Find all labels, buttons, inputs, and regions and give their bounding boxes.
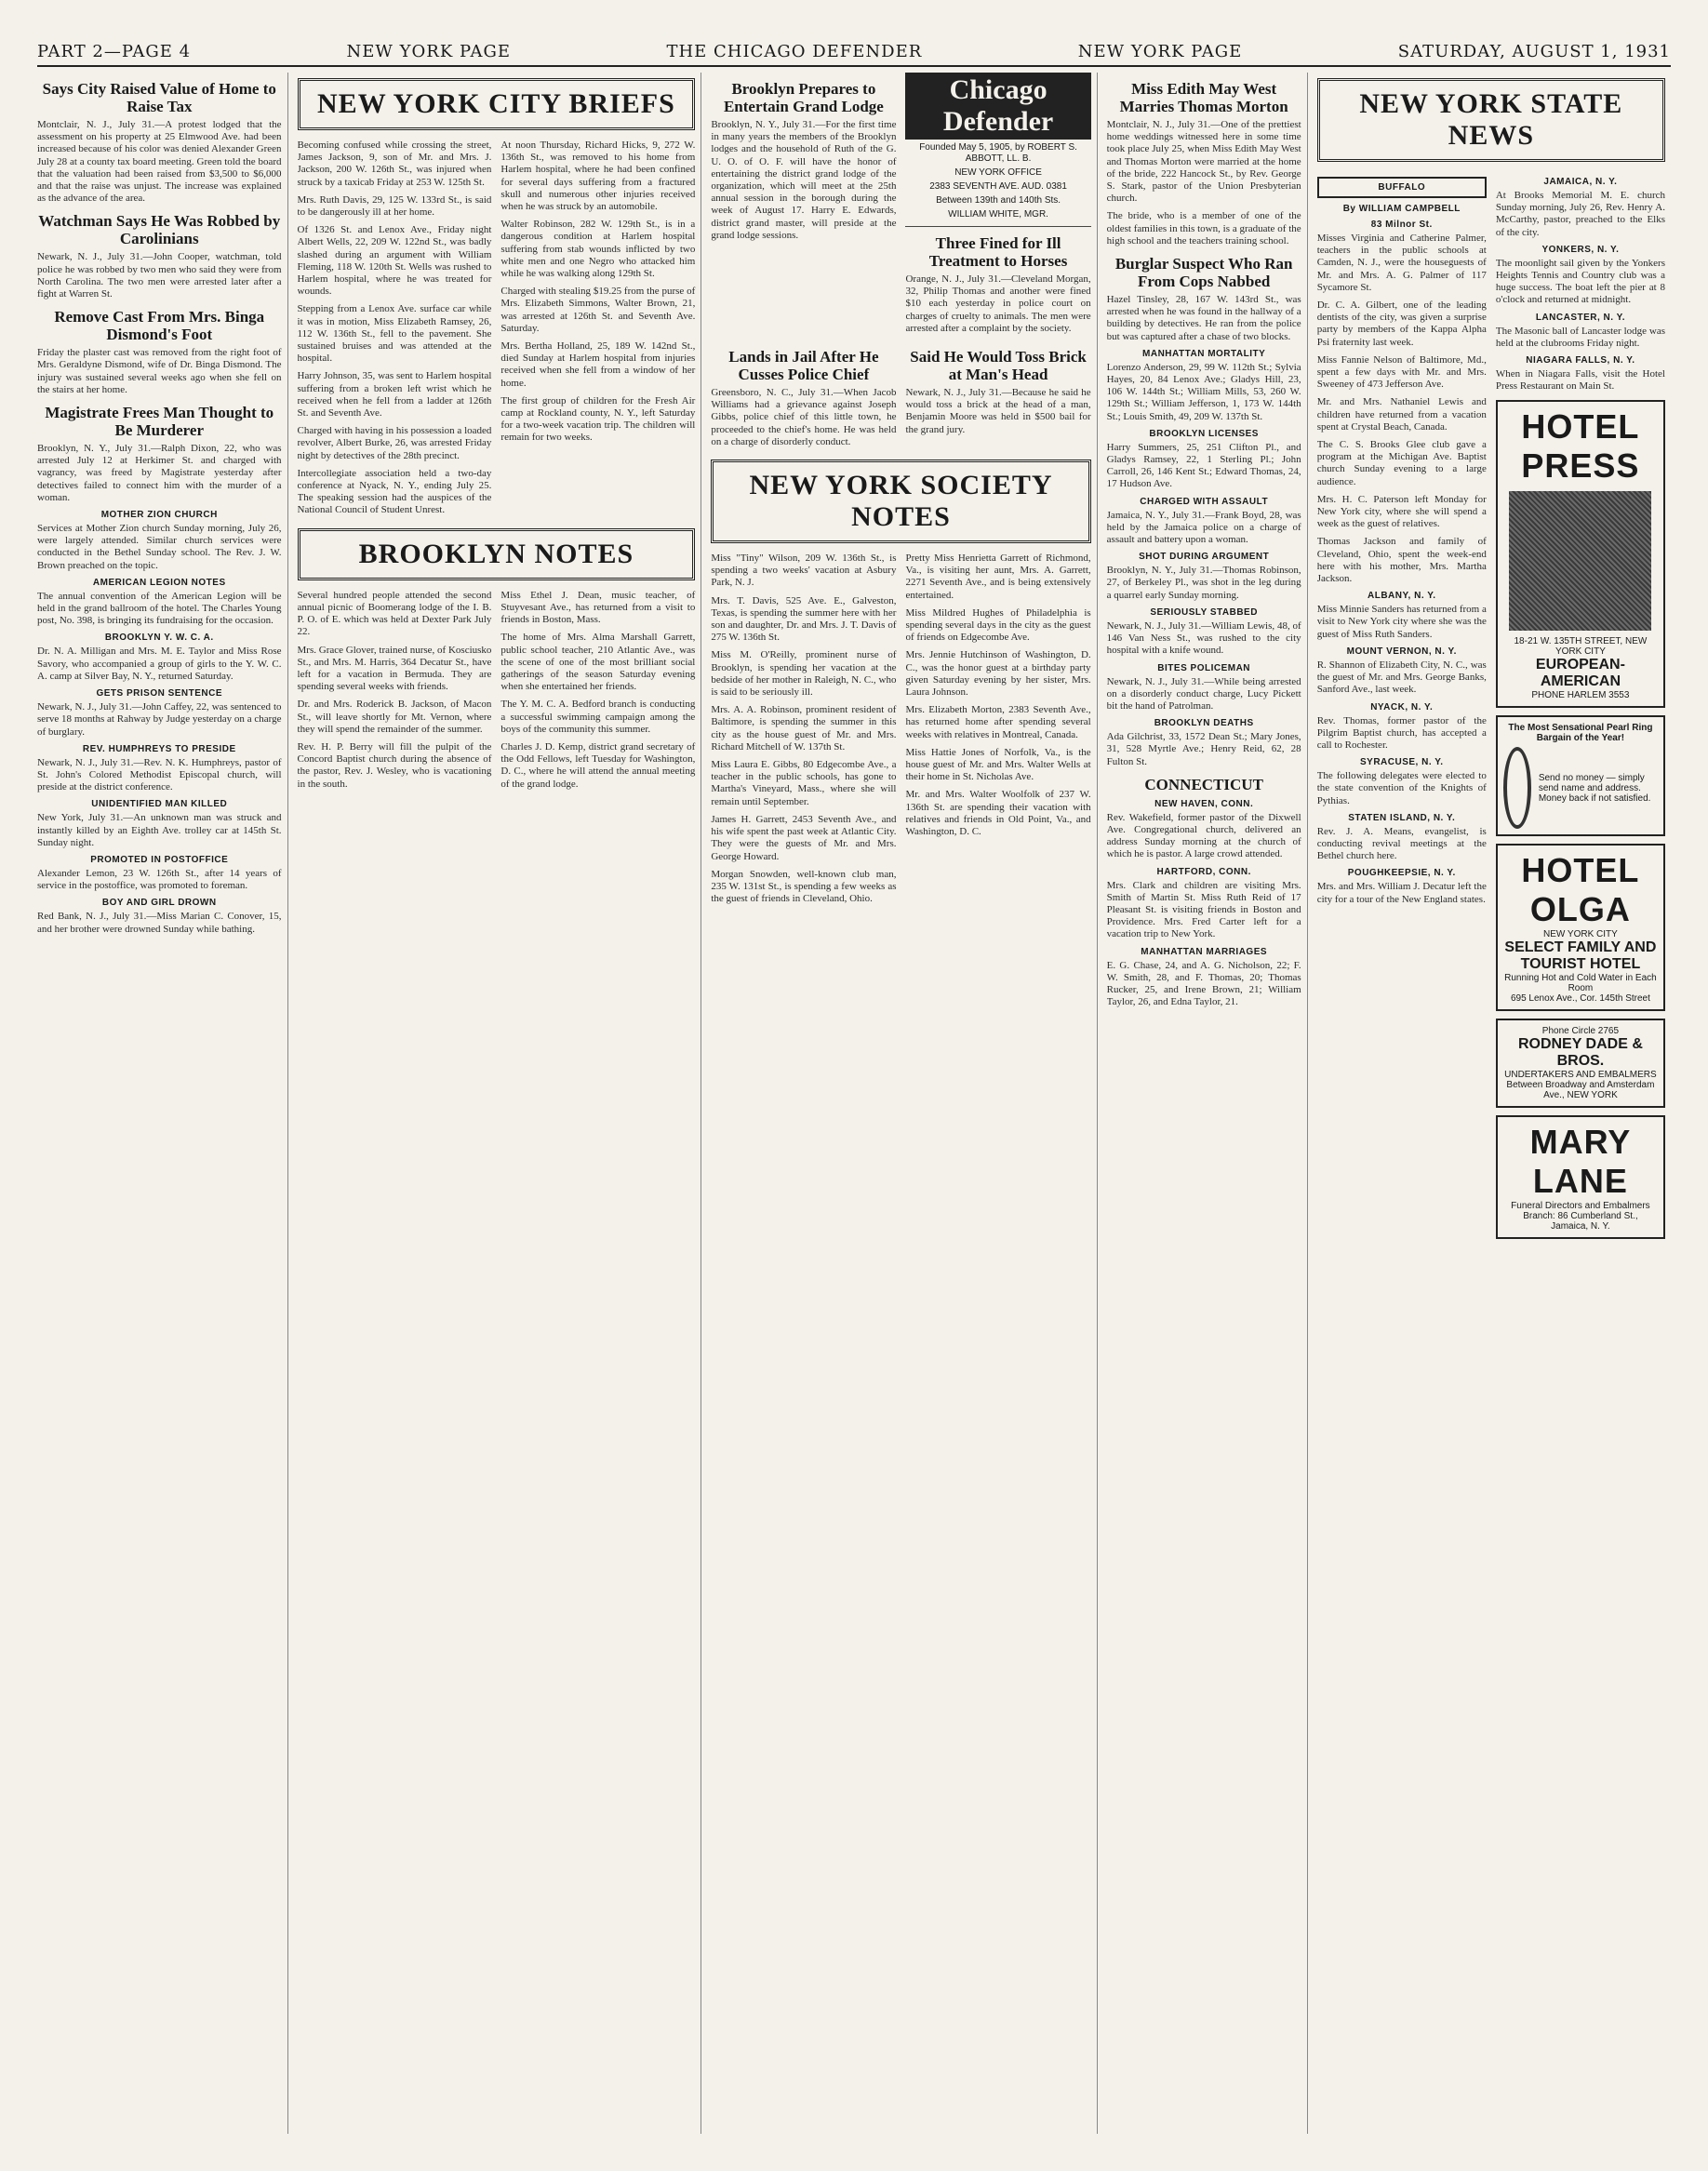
article-body: Rev. Thomas, former pastor of the Pilgrim Baptist church, has accepted a call to Rochester. bbox=[1316, 714, 1487, 751]
subhead: STATEN ISLAND, N. Y. bbox=[1348, 812, 1456, 823]
headline: Burglar Suspect Who Ran From Cops Nabbed bbox=[1114, 255, 1293, 291]
article-body: The home of Mrs. Alma Marshall Garrett, public school teacher, 210 Atlantic Ave., was the scene of one of the most brilliant social gatherings of the season Saturday evening when she entertained her friends. bbox=[500, 632, 696, 693]
article-body: Jamaica, N. Y., July 31.—Frank Boyd, 28, was held by the Jamaica police on a charge of assault and battery upon a woman. bbox=[1106, 509, 1301, 546]
article-body: Several hundred people attended the second annual picnic of Boomerang lodge of the I. B. P. O. of E. which was held at Dexter Park July 22. bbox=[297, 589, 492, 638]
article-body: Charged with stealing $19.25 from the purse of Mrs. Elizabeth Simmons, Walter Brown, 21, was arrested at 126th St. and Seventh Ave. Saturday. bbox=[500, 286, 696, 334]
article-body: Ada Gilchrist, 33, 1572 Dean St.; Mary Jones, 31, 528 Myrtle Ave.; Henry Reid, 62, 28 Fulton St. bbox=[1106, 731, 1301, 767]
article-body: When in Niagara Falls, visit the Hotel Press Restaurant on Main St. bbox=[1495, 368, 1665, 393]
column-2 bbox=[298, 73, 702, 2134]
state-news-body bbox=[1317, 171, 1665, 1246]
article-body: Charged with having in his possession a loaded revolver, Albert Burke, 26, was arrested Friday night by detectives of the 28th precinct. bbox=[297, 425, 492, 461]
subhead: POUGHKEEPSIE, N. Y. bbox=[1347, 868, 1456, 879]
article-body: Mrs. Jennie Hutchinson of Washington, D. C., was the honor guest at a birthday party given Saturday evening by her sister, Mrs. Laura Johnson. bbox=[905, 649, 1091, 699]
article-body: The moonlight sail given by the Yonkers Heights Tennis and Country club was a huge success. The boat left the pier at 8 o'clock and returned at midnight. bbox=[1495, 257, 1665, 306]
article-body: Rev. J. A. Means, evangelist, is conducting revival meetings at the Bethel church here. bbox=[1316, 825, 1487, 862]
article-body: Mrs. Ruth Davis, 29, 125 W. 133rd St., is said to be dangerously ill at her home. bbox=[297, 193, 492, 219]
article-body: Thomas Jackson and family of Cleveland, Ohio, spent the week-end here with his mother, Mrs. Martha Jackson. bbox=[1316, 536, 1487, 585]
subhead: LANCASTER, N. Y. bbox=[1535, 312, 1625, 323]
ad-line: 18-21 W. 135TH STREET, NEW YORK CITY bbox=[1514, 636, 1648, 658]
article-body: E. G. Chase, 24, and A. G. Nicholson, 22; F. W. Smith, 28, and F. Thomas, 20; Thomas Rucker, 25, and Irene Brown, 21; William Taylor, 26, and Edna Taylor, 21. bbox=[1106, 959, 1301, 1008]
article-body: Brooklyn, N. Y., July 31.—Ralph Dixon, 22, who was arrested July 12 at Herkimer St. and charged with vagrancy, was freed by Magistrate yesterday after detectives failed to connect him with the murder of a woman. bbox=[37, 443, 282, 503]
headline: Says City Raised Value of Home to Raise Tax bbox=[42, 80, 276, 115]
article-body: Morgan Snowden, well-known club man, 235 W. 131st St., is spending a few weeks as the guest of friends in Cleveland, Ohio. bbox=[711, 868, 897, 905]
column-4 bbox=[1107, 73, 1308, 2134]
hotel-olga-ad bbox=[1496, 844, 1665, 1011]
section-title: NEW YORK SOCIETY NOTES bbox=[711, 460, 1090, 543]
article-body: Red Bank, N. J., July 31.—Miss Marian C. Conover, 15, and her brother were drowned Sunday while bathing. bbox=[37, 911, 282, 935]
article-body: Mrs. Bertha Holland, 25, 189 W. 142nd St., died Sunday at Harlem hospital from injuries received when she fell from a window of her home. bbox=[500, 340, 696, 389]
pearl-ring-ad bbox=[1496, 715, 1665, 836]
article-body: Newark, N. J., July 31.—John Caffey, 22, was sentenced to serve 18 months at Rahway by Judge yesterday on a charge of burglary. bbox=[37, 701, 282, 738]
article-body: Intercollegiate association held a two-day conference at Nyack, N. Y., ending July 25. The speaking session had the auspices of the National Council of Student Unrest. bbox=[297, 467, 492, 516]
article-body: Mr. and Mrs. Walter Woolfolk of 237 W. 136th St. are spending their vacation with relatives and friends in Old Point, Va., and Washington, D. C. bbox=[905, 789, 1091, 838]
article-body: Miss Mildred Hughes of Philadelphia is spending several days in the city as the guest of friends on Edgecombe Ave. bbox=[905, 606, 1091, 644]
article-body: R. Shannon of Elizabeth City, N. C., was the guest of Mr. and Mrs. George Banks, Sanford Ave., last week. bbox=[1316, 659, 1487, 696]
subhead: MANHATTAN MARRIAGES bbox=[1141, 946, 1268, 957]
subhead: BROOKLYN LICENSES bbox=[1149, 428, 1259, 439]
article-body: Montclair, N. J., July 31.—One of the prettiest home weddings witnessed here in some time took place July 25, when Miss Edith May West and Thomas Morton were married at the home of the bride, 222 Hancock St., by Rev. George S. Stark, pastor of the Union Presbyterian church. bbox=[1106, 119, 1301, 205]
ad-title: HOTEL OLGA bbox=[1521, 851, 1640, 929]
city-box: BUFFALO bbox=[1317, 177, 1487, 198]
article-body: New York, July 31.—An unknown man was struck and instantly killed by an Eighth Ave. trolley car at 145th St. Sunday night. bbox=[37, 812, 282, 848]
article-body: Mrs. Grace Glover, trained nurse, of Kosciusko St., and Mrs. M. Harris, 364 Decatur St., have left for a vacation in Bermuda. They are spending several weeks with friends. bbox=[297, 644, 492, 693]
subhead: NIAGARA FALLS, N. Y. bbox=[1526, 355, 1635, 366]
subhead: MOUNT VERNON, N. Y. bbox=[1346, 646, 1457, 657]
headline: Remove Cast From Mrs. Binga Dismond's Foot bbox=[54, 308, 265, 344]
masthead bbox=[905, 73, 1090, 227]
article-body: Harry Summers, 25, 251 Clifton Pl., and Gladys Ramsey, 22, 1 Sterling Pl.; John Carroll, 26, 146 Kent St.; Edward Thomas, 24, 17 Hudson Ave. bbox=[1106, 441, 1301, 490]
subhead: JAMAICA, N. Y. bbox=[1543, 177, 1618, 187]
article-body: Mr. and Mrs. Nathaniel Lewis and children have returned from a vacation spent at Crystal Beach, Canada. bbox=[1316, 396, 1487, 433]
ad-line: Send no money — simply send name and address. Money back if not satisfied. bbox=[1538, 772, 1651, 804]
article-body: Miss Hattie Jones of Norfolk, Va., is the house guest of Mr. and Mrs. Walter Wells at their home in St. Nicholas Ave. bbox=[905, 746, 1091, 783]
ring-row bbox=[1503, 747, 1658, 829]
top-split bbox=[711, 73, 1090, 340]
ad-line: Branch: 86 Cumberland St., Jamaica, N. Y. bbox=[1523, 1211, 1638, 1232]
ad-line: EUROPEAN-AMERICAN bbox=[1535, 657, 1625, 690]
subhead: UNIDENTIFIED MAN KILLED bbox=[91, 799, 228, 810]
subhead: ALBANY, N. Y. bbox=[1367, 591, 1436, 602]
subhead: YONKERS, N. Y. bbox=[1541, 244, 1620, 255]
article-body: Miss Minnie Sanders has returned from a visit to New York city where she was the guest of Miss Ruth Sanders. bbox=[1316, 604, 1487, 640]
ad-line: Funeral Directors and Embalmers bbox=[1511, 1201, 1650, 1212]
article-body: Orange, N. J., July 31.—Cleveland Morgan, 32, Philip Thomas and another were fined $10 each yesterday in police court on charges of cruelty to animals. The men were arrested after a complaint by the society. bbox=[905, 273, 1091, 334]
ad-line: SELECT FAMILY AND TOURIST HOTEL bbox=[1504, 939, 1657, 973]
headline: CONNECTICUT bbox=[1144, 775, 1263, 793]
article-body: Mrs. A. A. Robinson, prominent resident of Baltimore, is spending the summer in this city as the house guest of Mr. and Mrs. Richard Mitchell of W. 137th St. bbox=[711, 704, 897, 753]
masthead-line: Between 139th and 140th Sts. bbox=[936, 195, 1061, 206]
article-body: Walter Robinson, 282 W. 129th St., is in a dangerous condition at Harlem hospital suffering from stab wounds inflicted by two white men and one Negro who attacked him while he was walking along 129th St. bbox=[500, 219, 696, 280]
mid-split bbox=[711, 340, 1090, 454]
article-body: The Y. M. C. A. Bedford branch is conducting a successful swimming campaign among the boys of the community this summer. bbox=[500, 699, 696, 735]
section-title: NEW YORK STATE NEWS bbox=[1317, 78, 1665, 162]
subhead: CHARGED WITH ASSAULT bbox=[1140, 496, 1269, 507]
article-body: The Masonic ball of Lancaster lodge was held at the clubrooms Friday night. bbox=[1495, 325, 1665, 349]
article-body: Hazel Tinsley, 28, 167 W. 143rd St., was arrested when he was found in the hallway of a building by detectives. He ran from the police but was captured after a chase of two blocks. bbox=[1106, 294, 1301, 342]
subhead: GETS PRISON SENTENCE bbox=[96, 688, 223, 699]
headline: Three Fined for Ill Treatment to Horses bbox=[928, 234, 1068, 270]
article-body: The following delegates were elected to the state convention of the Knights of Pythias. bbox=[1316, 770, 1487, 806]
column-1 bbox=[37, 73, 288, 2134]
subhead: AMERICAN LEGION NOTES bbox=[92, 577, 226, 588]
article-body: The annual convention of the American Legion will be held in the grand ballroom of the hotel. The Charles Young post, No. 398, is bringing its fundraising for the occasion. bbox=[37, 590, 282, 627]
briefs-body bbox=[298, 140, 696, 523]
article-body: Dr. C. A. Gilbert, one of the leading dentists of the city, was given a surprise party by members of the Kappa Alpha Psi fraternity last week. bbox=[1316, 300, 1487, 348]
article-body: Dr. N. A. Milligan and Mrs. M. E. Taylor and Miss Rose Savory, who accompanied a group of girls to the Y. W. C. A. camp at Silver Bay, N. Y., returned Saturday. bbox=[37, 646, 282, 682]
hotel-press-ad bbox=[1496, 400, 1665, 708]
article-body: Rev. H. P. Berry will fill the pulpit of the Concord Baptist church during the absence of the pastor, Rev. J. Wesley, who is vacationing in the south. bbox=[297, 740, 492, 790]
article-body: Montclair, N. J., July 31.—A protest lodged that the assessment on his property at 25 Elmwood Ave. had been increased because of his color was denied Alexander Green July 28 at a county tax board meeting. Green told the board that the valuation had been raised from $3,500 to $6,000 and that the raise was unjust. The increase was explained as the advance of the area. bbox=[37, 119, 282, 205]
article-body: Rev. Wakefield, former pastor of the Dixwell Ave. Congregational church, delivered an address Sunday morning at the church of which he is pastor. A large crowd attended. bbox=[1106, 811, 1301, 860]
section-title: NEW YORK CITY BRIEFS bbox=[298, 78, 696, 130]
article-body: Miss Laura E. Gibbs, 80 Edgecombe Ave., a teacher in the public schools, has gone to Martha's Vineyard, Mass., where she will remain until September. bbox=[711, 759, 897, 807]
mary-lane-ad bbox=[1496, 1115, 1665, 1239]
ad-title: The Most Sensational Pearl Ring Bargain of the Year! bbox=[1508, 723, 1653, 744]
brooklyn-body bbox=[298, 590, 696, 796]
ad-title: RODNEY DADE & BROS. bbox=[1517, 1036, 1643, 1070]
ad-line: NEW YORK CITY bbox=[1543, 929, 1618, 940]
article-body: Becoming confused while crossing the street, James Jackson, 9, son of Mr. and Mrs. J. Jackson, 200 W. 126th St., was injured when struck by a taxicab Friday at 253 W. 125th St. bbox=[297, 140, 492, 188]
masthead-line: NEW YORK OFFICE bbox=[954, 167, 1042, 178]
subhead: HARTFORD, CONN. bbox=[1156, 866, 1251, 877]
newspaper-name: THE CHICAGO DEFENDER bbox=[666, 41, 923, 61]
subhead: NYACK, N. Y. bbox=[1370, 701, 1434, 713]
subhead: REV. HUMPHREYS TO PRESIDE bbox=[82, 743, 236, 754]
ad-title: MARY LANE bbox=[1529, 1123, 1632, 1201]
column-3 bbox=[711, 73, 1097, 2134]
article-body: Newark, N. J., July 31.—Rev. N. K. Humphreys, pastor of St. John's Colored Methodist Episcopal church, will preside at the district conference. bbox=[37, 756, 282, 793]
article-body: Newark, N. J., July 31.—William Lewis, 48, of 146 Van Ness St., was rushed to the city hospital with a knife wound. bbox=[1106, 619, 1301, 657]
article-body: Stepping from a Lenox Ave. surface car while it was in motion, Miss Elizabeth Ramsey, 26, 112 W. 136th St., fell to the pavement. She sustained bruises and was attended at the hospital. bbox=[297, 303, 492, 365]
society-body bbox=[711, 553, 1090, 911]
article-body: Misses Virginia and Catherine Palmer, teachers in the public schools at Camden, N. J., were the houseguests of Mr. and Mrs. A. G. Palmer of 117 Sycamore St. bbox=[1316, 233, 1487, 293]
masthead-logo: Chicago Defender bbox=[905, 73, 1090, 140]
article-body: James H. Garrett, 2453 Seventh Ave., and his wife spent the past week at Atlantic City. They were the guests of Mr. and Mrs. George Howard. bbox=[711, 813, 897, 862]
subhead: SYRACUSE, N. Y. bbox=[1359, 757, 1444, 768]
headline: Watchman Says He Was Robbed by Carolinians bbox=[38, 212, 281, 248]
article-body: The first group of children for the Fresh Air camp at Rockland county, N. Y., left Saturday for a two-week vacation trip. The children will remain for two weeks. bbox=[500, 394, 696, 444]
subhead: BITES POLICEMAN bbox=[1157, 662, 1251, 673]
headline: Magistrate Frees Man Thought to Be Murderer bbox=[45, 404, 274, 440]
ring-icon bbox=[1503, 747, 1531, 829]
article-body: Greensboro, N. C., July 31.—When Jacob Williams had a grievance against Joseph Gibbs, police chief of this little town, he proceeded to the chief's home. He was held on a charge of disorderly conduct. bbox=[711, 387, 897, 447]
section-label-left: NEW YORK PAGE bbox=[346, 41, 511, 61]
ad-line: Phone Circle 2765 bbox=[1541, 1026, 1620, 1037]
subhead: SHOT DURING ARGUMENT bbox=[1139, 552, 1270, 563]
article-body: Services at Mother Zion church Sunday morning, July 26, were largely attended. Similar church services were conducted in the Bethel Sunday school. The Rev. J. W. Brown preached on the topic. bbox=[37, 523, 282, 571]
article-body: Miss Ethel J. Dean, music teacher, of Stuyvesant Ave., has returned from a visit to friends in Boston, Mass. bbox=[500, 589, 696, 626]
headline: Brooklyn Prepares to Entertain Grand Lodge bbox=[723, 80, 884, 115]
subhead: BROOKLYN DEATHS bbox=[1154, 718, 1254, 729]
article-body: Mrs. Elizabeth Morton, 2383 Seventh Ave., has returned home after spending several weeks with relatives in Montreal, Canada. bbox=[905, 704, 1091, 740]
article-body: Brooklyn, N. Y., July 31.—For the first time in many years the members of the Brooklyn lodges and the household of Ruth of the G. U. O. of O. F. will have the honor of entertaining the district grand lodge of the organization, which will meet at the 25th annual session in the borough during the week of August 17. Harry E. Edwards, district grand master, will preside at the grand lodge sessions. bbox=[711, 119, 897, 241]
subhead: PROMOTED IN POSTOFFICE bbox=[90, 854, 229, 865]
subhead: NEW HAVEN, CONN. bbox=[1154, 798, 1254, 809]
article-body: Lorenzo Anderson, 29, 99 W. 112th St.; Sylvia Hayes, 20, 84 Lenox Ave.; Gladys Hill, 23, 106 W. 144th St.; William Mills, 53, 260 W. 129th St.; William Jefferson, 1, 173 W. 144th St.; Louis Smith, 49, 209 W. 137th St. bbox=[1106, 361, 1301, 422]
article-body: Brooklyn, N. Y., July 31.—Thomas Robinson, 27, of Berkeley Pl., was shot in the leg during a quarrel early Sunday morning. bbox=[1106, 565, 1301, 601]
article-body: Mrs. H. C. Paterson left Monday for New York city, where she will spend a week as the guest of relatives. bbox=[1316, 493, 1487, 530]
article-body: Miss Fannie Nelson of Baltimore, Md., spent a few days with Mr. and Mrs. Sweeney of 473 Jefferson Ave. bbox=[1316, 353, 1487, 391]
article-body: Pretty Miss Henrietta Garrett of Richmond, Va., is visiting her aunt, Mrs. A. Garrett, 2271 Seventh Ave., and is being extensively entertained. bbox=[905, 553, 1091, 601]
section-label-right: NEW YORK PAGE bbox=[1077, 41, 1243, 61]
article-body: Mrs. Clark and children are visiting Mrs. Smith of Martin St. Miss Ruth Reid of 17 Pleasant St. is visiting friends in Boston and Providence. Mrs. Fred Carter left for a vacation trip to New York. bbox=[1106, 879, 1301, 940]
article-body: At noon Thursday, Richard Hicks, 9, 272 W. 136th St., was removed to his home from Harlem hospital, where he had been confined for several days suffering from a fractured skull and numerous other injuries received when he was struck by an automobile. bbox=[500, 140, 696, 213]
article-body: Charles J. D. Kemp, district grand secretary of the Odd Fellows, left Tuesday for Washington, D. C., where he will attend the annual meeting of the grand lodge. bbox=[500, 740, 696, 790]
page-number: PART 2—PAGE 4 bbox=[37, 41, 192, 61]
article-body: Newark, N. J., July 31.—Because he said he would toss a brick at the head of a man, Benjamin Moore was held in $500 bail for the grand jury. bbox=[905, 387, 1091, 435]
subhead: MANHATTAN MORTALITY bbox=[1142, 348, 1266, 359]
columns bbox=[37, 73, 1671, 2134]
hotel-photo bbox=[1509, 491, 1651, 631]
headline: Lands in Jail After He Cusses Police Chief bbox=[728, 348, 879, 384]
article-body: At Brooks Memorial M. E. church Sunday morning, July 26, Rev. Henry A. McCarthy, pastor, preached to the Elks of the city. bbox=[1495, 190, 1665, 238]
column-5 bbox=[1317, 73, 1671, 2134]
rodney-dade-ad bbox=[1496, 1019, 1665, 1108]
article-body: The C. S. Brooks Glee club gave a program at the Michigan Ave. Baptist church Sunday evening to a large audience. bbox=[1316, 439, 1487, 487]
running-header bbox=[37, 37, 1671, 67]
issue-date: SATURDAY, AUGUST 1, 1931 bbox=[1397, 41, 1671, 61]
ad-line: 695 Lenox Ave., Cor. 145th Street bbox=[1510, 993, 1650, 1005]
article-body: Dr. and Mrs. Roderick B. Jackson, of Macon St., will leave shortly for Mt. Vernon, where they will spend the remainder of the summer. bbox=[297, 699, 492, 735]
article-body: Miss M. O'Reilly, prominent nurse of Brooklyn, is spending her vacation at the bedside of her mother in Raleigh, N. C., who is said to be seriously ill. bbox=[711, 649, 897, 699]
article-body: Mrs. T. Davis, 525 Ave. E., Galveston, Texas, is spending the summer here with her son and daughter, Dr. and Mrs. J. T. Davis of 275 W. 136th St. bbox=[711, 594, 897, 644]
masthead-line: Founded May 5, 1905, by ROBERT S. ABBOTT, LL. B. bbox=[919, 142, 1077, 164]
article-body: Of 1326 St. and Lenox Ave., Friday night Albert Wells, 22, 209 W. 122nd St., was badly slashed during an argument with William Fleming, 118 W. 120th St. Wells was rushed to Harlem hospital, where he was treated for wounds. bbox=[297, 224, 492, 298]
article-body: Friday the plaster cast was removed from the right foot of Mrs. Geraldyne Dismond, wife of Dr. Binga Dismond. The injury was sustained several weeks ago when she fell on the stairs at her home. bbox=[37, 347, 282, 395]
masthead-line: WILLIAM WHITE, MGR. bbox=[948, 209, 1048, 220]
ad-line: PHONE HARLEM 3553 bbox=[1531, 690, 1630, 701]
subhead: MOTHER ZION CHURCH bbox=[100, 510, 218, 521]
subhead: BOY AND GIRL DROWN bbox=[101, 898, 217, 909]
ad-title: HOTEL PRESS bbox=[1521, 407, 1640, 486]
article-body: Newark, N. J., July 31.—John Cooper, watchman, told police he was robbed by two men who said they were from North Carolina. The two men were arrested later after a fight at Warren St. bbox=[37, 251, 282, 300]
article-body: Harry Johnson, 35, was sent to Harlem hospital suffering from a broken left wrist which he received when he fell from a ladder at 126th St. and Seventh Ave. bbox=[297, 370, 492, 420]
article-body: Mrs. and Mrs. William J. Decatur left the city for a tour of the New England states. bbox=[1316, 881, 1487, 905]
subhead: SERIOUSLY STABBED bbox=[1150, 606, 1258, 618]
headline: Miss Edith May West Marries Thomas Morton bbox=[1119, 80, 1288, 115]
section-title: BROOKLYN NOTES bbox=[298, 528, 696, 580]
headline: Said He Would Toss Brick at Man's Head bbox=[910, 348, 1087, 384]
article-body: Alexander Lemon, 23 W. 126th St., after 14 years of service in the postoffice, was promoted to foreman. bbox=[37, 867, 282, 892]
ad-line: Running Hot and Cold Water in Each Room bbox=[1504, 973, 1657, 994]
article-body: The bride, who is a member of one of the oldest families in this town, is a graduate of the high school and the teachers training school. bbox=[1106, 210, 1301, 246]
ad-line: UNDERTAKERS AND EMBALMERS bbox=[1504, 1070, 1657, 1081]
byline-address: 83 Milnor St. bbox=[1370, 220, 1433, 230]
byline: By WILLIAM CAMPBELL bbox=[1342, 204, 1461, 214]
ad-line: Between Broadway and Amsterdam Ave., NEW YORK bbox=[1506, 1080, 1655, 1101]
article-body: Newark, N. J., July 31.—While being arrested on a disorderly conduct charge, Lucy Pickett bit the hand of Patrolman. bbox=[1106, 675, 1301, 712]
subhead: BROOKLYN Y. W. C. A. bbox=[104, 633, 214, 644]
article-body: Miss "Tiny" Wilson, 209 W. 136th St., is spending a two weeks' vacation at Asbury Park, N. J. bbox=[711, 553, 897, 589]
masthead-line: 2383 SEVENTH AVE. AUD. 0381 bbox=[929, 181, 1067, 192]
